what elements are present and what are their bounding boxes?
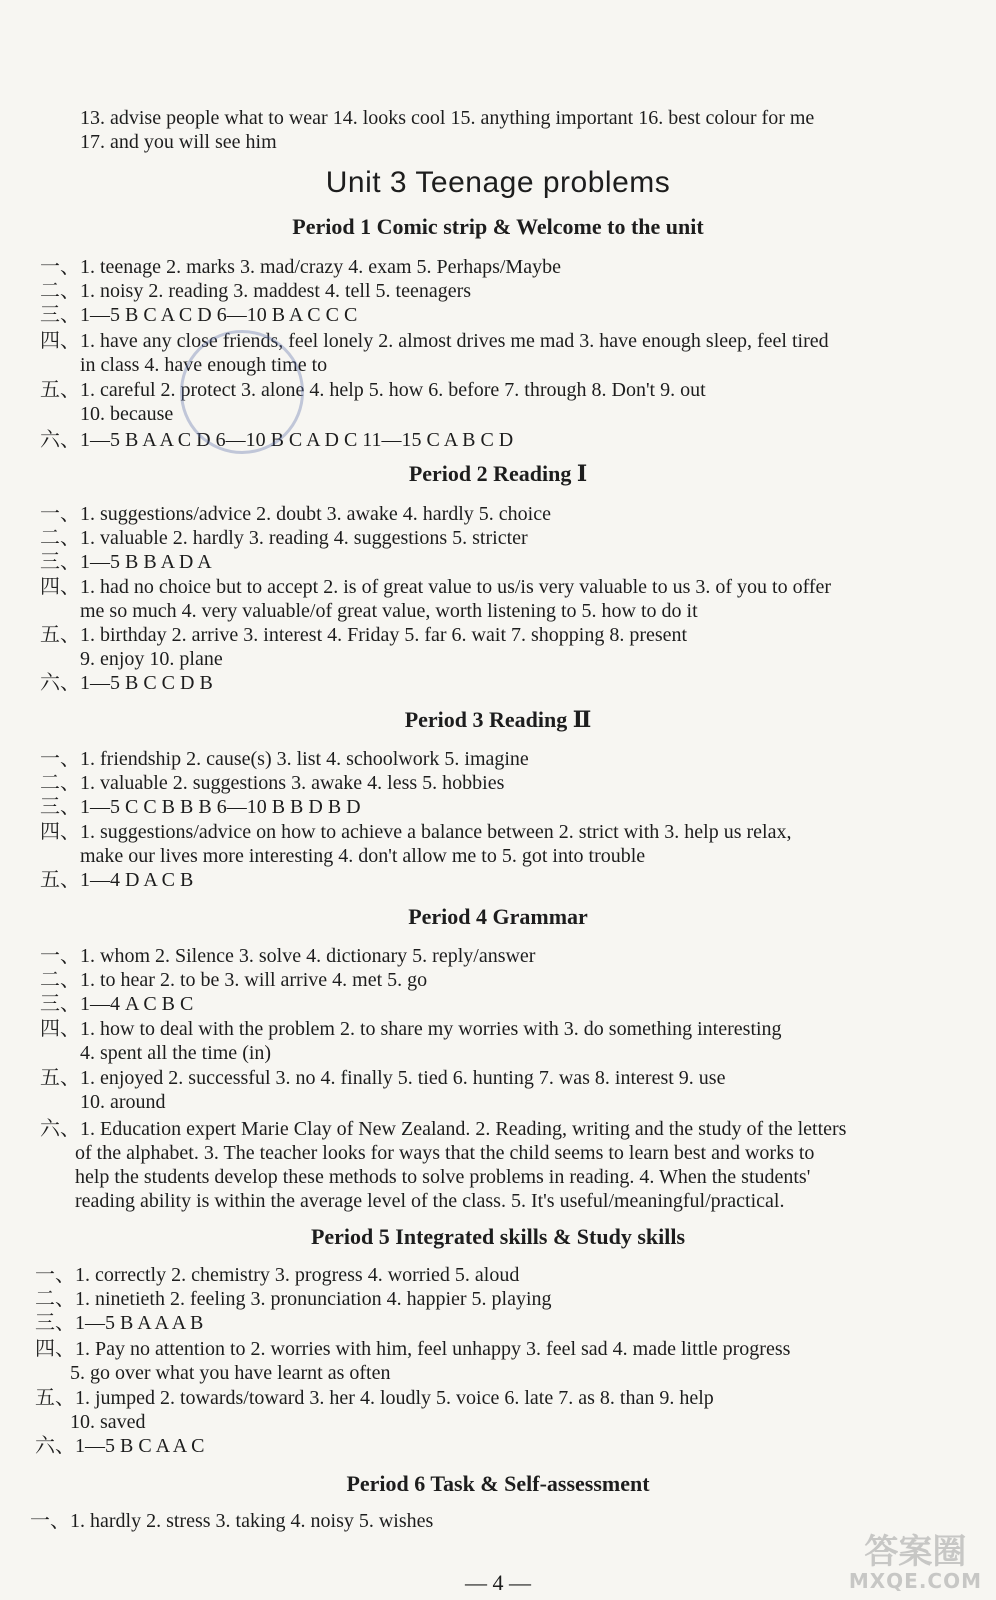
answer-line: 5. go over what you have learnt as often <box>70 1362 391 1384</box>
answer-line: 三、1—4 A C B C <box>40 993 194 1015</box>
period-1-title: Period 1 Comic strip & Welcome to the unit <box>292 214 704 239</box>
answer-line: 二、1. valuable 2. suggestions 3. awake 4. less 5. hobbies <box>40 772 505 794</box>
answer-line: me so much 4. very valuable/of great value, worth listening to 5. how to do it <box>80 600 698 622</box>
page-number: — 4 — <box>465 1570 531 1595</box>
answer-line: reading ability is within the average level of the class. 5. It's useful/meaningful/practical. <box>75 1190 785 1212</box>
answer-line: 一、1. friendship 2. cause(s) 3. list 4. schoolwork 5. imagine <box>40 748 529 770</box>
ink-stamp <box>180 330 304 454</box>
answer-line: 二、1. to hear 2. to be 3. will arrive 4. met 5. go <box>40 969 428 991</box>
answer-line: 一、1. hardly 2. stress 3. taking 4. noisy 5. wishes <box>30 1510 434 1532</box>
unit-title: Unit 3 Teenage problems <box>325 166 671 199</box>
watermark-top: 答案圈 <box>864 1532 967 1572</box>
answer-line: help the students develop these methods to solve problems in reading. 4. When the students' <box>75 1166 811 1188</box>
answer-line: 四、1. have any close friends, feel lonely 2. almost drives me mad 3. have enough sleep, feel tired <box>40 330 829 352</box>
period-3-title: Period 3 Reading Ⅱ <box>404 707 592 732</box>
answer-line: 四、1. had no choice but to accept 2. is of great value to us/is very valuable to us 3. of you to offer <box>40 576 832 598</box>
answer-line: make our lives more interesting 4. don't allow me to 5. got into trouble <box>80 845 646 867</box>
answer-line: 四、1. suggestions/advice on how to achieve a balance between 2. strict with 3. help us relax, <box>40 821 792 843</box>
answer-line: 五、1. birthday 2. arrive 3. interest 4. Friday 5. far 6. wait 7. shopping 8. present <box>40 624 688 646</box>
answer-line: 六、1—5 B C A A C <box>35 1435 205 1457</box>
answer-line: 五、1. enjoyed 2. successful 3. no 4. finally 5. tied 6. hunting 7. was 8. interest 9. use <box>40 1067 726 1089</box>
answer-line: 六、1—5 B A A C D 6—10 B C A D C 11—15 C A B C D <box>40 429 514 451</box>
answer-line: 一、1. teenage 2. marks 3. mad/crazy 4. exam 5. Perhaps/Maybe <box>40 256 561 278</box>
period-2-title: Period 2 Reading Ⅰ <box>408 461 588 486</box>
answer-line: 五、1. careful 2. protect 3. alone 4. help 5. how 6. before 7. through 8. Don't 9. out <box>40 379 706 401</box>
period-6-title: Period 6 Task & Self-assessment <box>346 1471 650 1496</box>
answer-line: of the alphabet. 3. The teacher looks for ways that the child seems to learn best and works to <box>75 1142 815 1164</box>
answer-line: 4. spent all the time (in) <box>80 1042 272 1064</box>
answer-line: 9. enjoy 10. plane <box>80 648 223 670</box>
period-5-title: Period 5 Integrated skills & Study skills <box>310 1224 686 1249</box>
answer-line: 三、1—5 B B A D A <box>40 551 212 573</box>
answer-line: 六、1. Education expert Marie Clay of New Zealand. 2. Reading, writing and the study of the letters <box>40 1118 847 1140</box>
answer-line: 一、1. whom 2. Silence 3. solve 4. dictionary 5. reply/answer <box>40 945 536 967</box>
answer-line: 三、1—5 C C B B B 6—10 B B D B D <box>40 796 361 818</box>
answer-line: 一、1. suggestions/advice 2. doubt 3. awake 4. hardly 5. choice <box>40 503 551 525</box>
period-4-title: Period 4 Grammar <box>408 904 588 929</box>
answer-line: 五、1. jumped 2. towards/toward 3. her 4. loudly 5. voice 6. late 7. as 8. than 9. help <box>35 1387 714 1409</box>
top-answer-line-1: 13. advise people what to wear 14. looks cool 15. anything important 16. best colour for me <box>80 107 815 129</box>
answer-line: in class 4. have enough time to <box>80 354 328 376</box>
answer-line: 四、1. Pay no attention to 2. worries with him, feel unhappy 3. feel sad 4. made little progress <box>35 1338 791 1360</box>
answer-line: 二、1. noisy 2. reading 3. maddest 4. tell 5. teenagers <box>40 280 472 302</box>
answer-line: 三、1—5 B A A A B <box>35 1312 204 1334</box>
answer-line: 六、1—5 B C C D B <box>40 672 213 694</box>
answer-line: 10. around <box>80 1091 166 1113</box>
answer-line: 五、1—4 D A C B <box>40 869 194 891</box>
answer-line: 四、1. how to deal with the problem 2. to share my worries with 3. do something interesting <box>40 1018 782 1040</box>
answer-line: 二、1. ninetieth 2. feeling 3. pronunciation 4. happier 5. playing <box>35 1288 552 1310</box>
answer-line: 一、1. correctly 2. chemistry 3. progress 4. worried 5. aloud <box>35 1264 520 1286</box>
top-answer-line-2: 17. and you will see him <box>80 131 277 153</box>
answer-line: 10. because <box>80 403 174 425</box>
answer-line: 二、1. valuable 2. hardly 3. reading 4. suggestions 5. stricter <box>40 527 528 549</box>
watermark-bottom: MXQE.COM <box>848 1569 982 1593</box>
answer-line: 三、1—5 B C A C D 6—10 B A C C C <box>40 304 358 326</box>
site-watermark <box>849 1534 982 1592</box>
answer-line: 10. saved <box>70 1411 146 1433</box>
